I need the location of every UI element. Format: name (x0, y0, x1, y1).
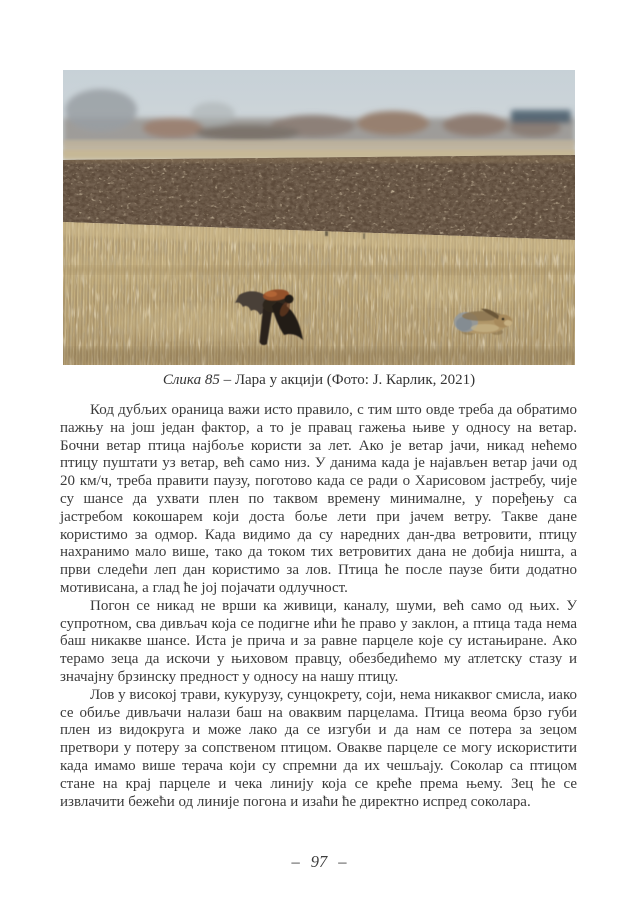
figure-label: Слика 85 (162, 372, 220, 388)
field-photo-image (63, 70, 575, 365)
photo-caption (63, 371, 575, 390)
field-photo (63, 70, 575, 365)
page-footer (0, 852, 638, 872)
hare-eye (502, 318, 505, 321)
body-text (60, 402, 577, 811)
footer-dash-left: – (291, 852, 300, 871)
footer-dash-right: – (338, 852, 347, 871)
caption-text: – Лара у акцији (Фото: Ј. Карлик, 2021) (223, 372, 476, 388)
paragraph-3: Лов у високој трави, кукурузу, сунцокрету, соји, нема никаквог смисла, иако се обиље дивљачи налази баш на оваквим парцелама. Птица веома брзо губи плен из видокруга и може лако да се изгуби и да нам се потера за зецом претвори у потеру за сопственом птицом. Овакве парцеле се могу искористити када имамо више терача који су спремни да их чешљају. Соколар са птицом стане на крај парцеле и чека линију која се креће према њему. Зец ће се извлачити бежећи од линије погона и изаћи ће директно испред соколара. (60, 686, 577, 810)
hawk-head (285, 295, 294, 304)
distant-building (511, 110, 571, 123)
paragraph-1: Код дубљих ораница важи исто правило, с тим што овде треба да обратимо пажњу на још један фактор, а то је правац гажења њиве у односу на ветар. Бочни ветар птица најбоље користи за лет. Ако је ветар јачи, никад нећемо птицу пуштати уз ветар, већ само низ. У данима када је најављен ветар јачи од 20 км/ч, треба правити паузу, поготово када се ради о Харисовом јастребу, чије су шансе да ухвати плен по таквом времену минималне, у поређењу са јастребом кокошарем који доста боље лети при јачем ветру. Такве дане користимо за одмор. Када видимо да су наредних дан-два ветровити, птицу нахранимо мало више, тако да током тих ветровитих дана не добија ништа, а први следећи леп дан користимо за лов. Птица ће после паузе бити додатно мотивисана, а глад ће јој појачати одлучност. (60, 402, 577, 596)
photo-stubble-field (63, 220, 575, 365)
paragraph-2: Погон се никад не врши ка живици, каналу, шуми, већ само од њих. У супротном, сва дивљач која се подигне ићи ће право у заклон, а птица тада нема баш никакве шансе. Иста је прича и за равне парцеле које су истањиране. Ако терамо зеца да искочи у њиховом правцу, обезбедићемо му атлетску стазу и значајну брзинску предност у односу на нашу птицу. (60, 597, 577, 685)
page-number: 97 (310, 852, 328, 871)
